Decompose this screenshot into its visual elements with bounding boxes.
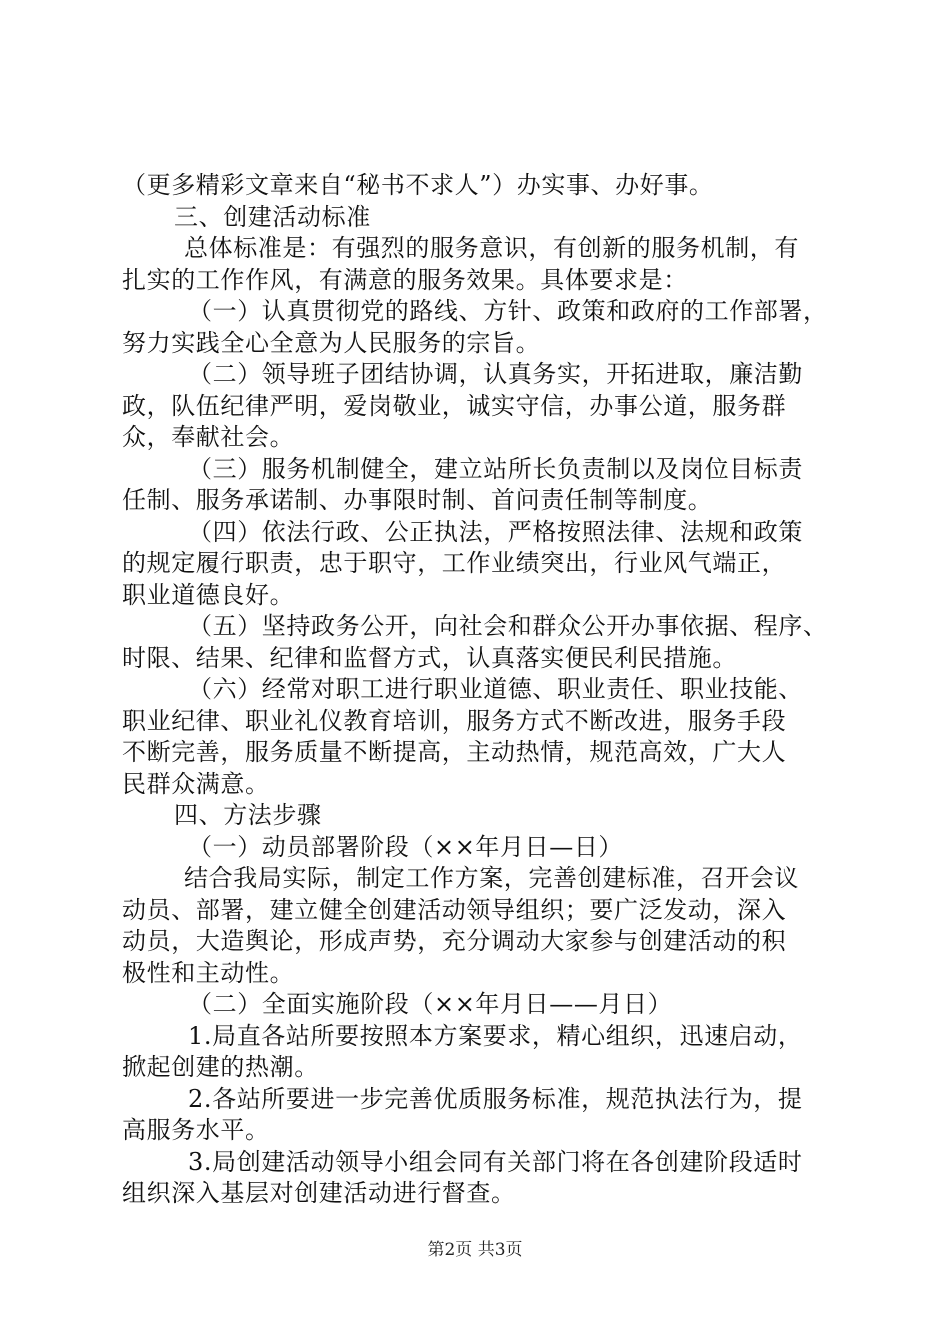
text-line: （一）动员部署阶段（××年月日—日）	[188, 832, 624, 861]
text-line: 三、创建活动标准	[174, 202, 371, 231]
text-line: （三）服务机制健全，建立站所长负责制以及岗位目标责	[188, 454, 803, 483]
text-line: 1.局直各站所要按照本方案要求，精心组织，迅速启动，	[188, 1021, 803, 1050]
text-line: 职业道德良好。	[122, 580, 295, 609]
text-line: 的规定履行职责，忠于职守，工作业绩突出，行业风气端正，	[122, 549, 787, 577]
document-body	[122, 170, 837, 1210]
text-line: 2.各站所要进一步完善优质服务标准，规范执法行为，提	[188, 1084, 803, 1113]
text-line: 任制、服务承诺制、办事限时制、首问责任制等制度。	[122, 486, 713, 514]
text-line: 总体标准是：有强烈的服务意识，有创新的服务机制，有	[184, 234, 799, 262]
text-line: 众，奉献社会。	[122, 423, 295, 451]
text-line: （四）依法行政、公正执法，严格按照法律、法规和政策	[188, 517, 803, 546]
text-line: 结合我局实际，制定工作方案，完善创建标准，召开会议	[184, 864, 799, 892]
text-line: 时限、结果、纪律和监督方式，认真落实便民利民措施。	[122, 643, 737, 672]
text-line: （二）全面实施阶段（××年月日——月日）	[188, 990, 673, 1018]
text-line: （一）认真贯彻党的路线、方针、政策和政府的工作部署，	[188, 297, 828, 325]
text-line: （二）领导班子团结协调，认真务实，开拓进取，廉洁勤	[188, 360, 803, 388]
text-line: 掀起创建的热潮。	[122, 1053, 319, 1081]
text-line: 职业纪律、职业礼仪教育培训，服务方式不断改进，服务手段	[122, 706, 787, 735]
text-line: （更多精彩文章来自“秘书不求人”）办实事、办好事。	[122, 171, 714, 199]
text-line: 动员，大造舆论，形成声势，充分调动大家参与创建活动的积	[122, 927, 787, 955]
text-line: 动员、部署，建立健全创建活动领导组织；要广泛发动，深入	[122, 895, 787, 924]
page-footer: 第2页 共3页	[427, 1240, 523, 1260]
text-line: 极性和主动性。	[122, 958, 295, 987]
text-line: 扎实的工作作风，有满意的服务效果。具体要求是：	[122, 265, 688, 294]
text-line: 组织深入基层对创建活动进行督查。	[122, 1179, 516, 1207]
text-line: 不断完善，服务质量不断提高，主动热情，规范高效，广大人	[122, 738, 787, 766]
text-line: 四、方法步骤	[174, 801, 322, 829]
text-line: 努力实践全心全意为人民服务的宗旨。	[122, 328, 541, 357]
text-line: 政，队伍纪律严明，爱岗敬业，诚实守信，办事公道，服务群	[122, 391, 787, 420]
text-line: 民群众满意。	[122, 769, 270, 798]
text-line: 高服务水平。	[122, 1116, 270, 1144]
text-line: （六）经常对职工进行职业道德、职业责任、职业技能、	[188, 675, 803, 703]
text-line: （五）坚持政务公开，向社会和群众公开办事依据、程序、	[188, 612, 828, 640]
text-line: 3.局创建活动领导小组会同有关部门将在各创建阶段适时	[188, 1147, 803, 1176]
